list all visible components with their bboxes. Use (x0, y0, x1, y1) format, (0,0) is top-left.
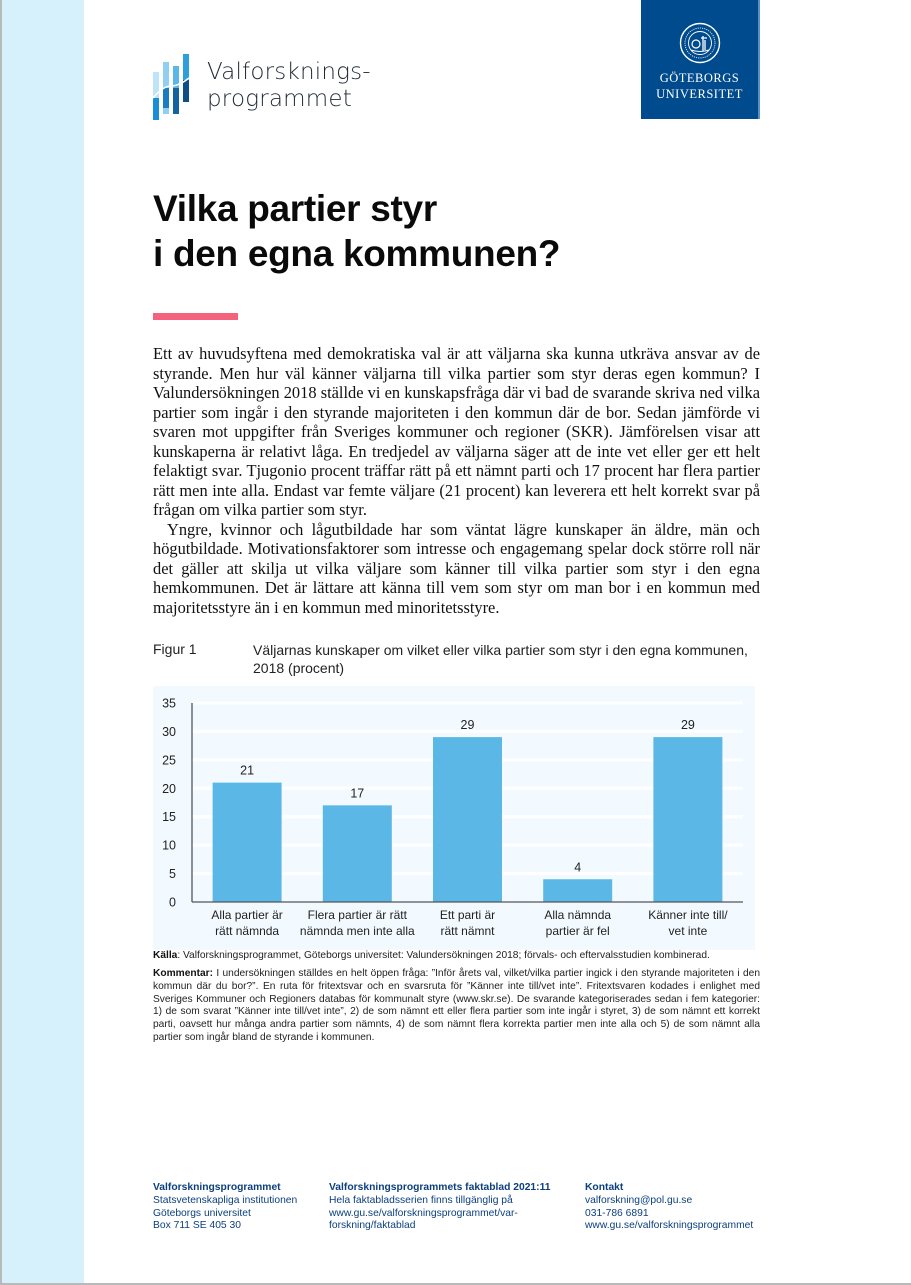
y-tick-label: 10 (162, 838, 176, 853)
bar-chart (153, 686, 755, 950)
figure-title: Väljarnas kunskaper om vilket eller vilka partier som styr i den egna kommunen, 2018 (procent) (253, 642, 748, 676)
contact-website-link[interactable]: www.gu.se/valforskningsprogrammet (585, 1220, 754, 1232)
bar (433, 737, 502, 902)
bar (543, 879, 612, 902)
source-text: : Valforskningsprogrammet, Göteborgs universitet: Valundersökningen 2018; förvals- och eftervalsstudien kombinerad. (177, 950, 710, 961)
x-category-label: partier är fel (545, 924, 610, 938)
title-line-2: i den egna kommunen? (153, 233, 561, 274)
bar-data-label: 21 (240, 763, 255, 778)
footer-factsheet-link[interactable]: forskning/faktablad (329, 1220, 416, 1232)
bar-data-label: 4 (574, 860, 582, 875)
body-paragraph-2: Yngre, kvinnor och lågutbildade har som väntat lägre kunskaper än äldre, män och högutbildade. Motivationsfaktorer som intresse och engagemang spelar dock större roll när det gäller att skilja ut vilka väljare som känner till vilka partier som styr i den egna hemkommunen. Det är lättare att känna till vem som styr om man bor i en kommun med majoritetsstyre än i en kommun med minoritetsstyre. (153, 519, 760, 617)
title-accent-bar (153, 313, 238, 320)
y-tick-label: 30 (162, 724, 176, 739)
x-category-label: Ett parti är (439, 908, 496, 922)
x-category-label: rätt nämnt (440, 924, 495, 938)
y-tick-label: 20 (162, 781, 176, 796)
footer-factsheet-heading: Valforskningsprogrammets faktablad 2021:11 (329, 1182, 551, 1193)
side-stripe (0, 0, 84, 1285)
university-logo (641, 0, 760, 119)
university-seal-icon (679, 22, 721, 64)
y-tick-label: 0 (169, 895, 176, 910)
bar-data-label: 29 (680, 718, 695, 733)
footer-program-line: Göteborgs universitet (153, 1207, 251, 1219)
logo-line-2: programmet (207, 86, 352, 112)
footer-factsheet-info (329, 1182, 550, 1233)
university-name-line-1: GÖTEBORGS (659, 71, 740, 85)
bar-chart-logo-icon (153, 52, 189, 120)
comment-label: Kommentar: (153, 968, 214, 979)
x-category-label: nämnda men inte alla (299, 924, 415, 938)
title-line-1: Vilka partier styr (153, 188, 437, 229)
chart-canvas (153, 686, 755, 950)
valforskningsprogrammet-logo (153, 52, 371, 120)
y-tick-label: 5 (169, 867, 176, 882)
bar (323, 805, 392, 902)
x-category-label: vet inte (668, 924, 708, 938)
source-note (153, 949, 760, 962)
footer-program-line: Box 711 SE 405 30 (153, 1220, 241, 1232)
contact-email-link[interactable]: valforskning@pol.gu.se (585, 1194, 693, 1206)
bar (213, 783, 282, 902)
footer-factsheet-line: Hela faktabladsserien finns tillgänglig på (329, 1194, 513, 1206)
footer-program-heading: Valforskningsprogrammet (153, 1182, 281, 1193)
x-category-label: Flera partier är rätt (307, 908, 407, 922)
bar-data-label: 29 (460, 718, 475, 733)
footer-factsheet-link[interactable]: www.gu.se/valforskningsprogrammet/var- (329, 1207, 518, 1219)
body-text (153, 344, 760, 617)
footer-program-line: Statsvetenskapliga institutionen (153, 1194, 298, 1206)
comment-note (153, 968, 760, 1045)
bar-data-label: 17 (350, 786, 365, 801)
contact-phone: 031-786 6891 (585, 1207, 649, 1219)
y-tick-label: 25 (162, 753, 176, 768)
source-label: Källa (153, 950, 178, 961)
comment-text: I undersökningen ställdes en helt öppen fråga: ”Inför årets val, vilket/vilka partier ingick i den styrande majoriteten i den kommun där du bor?”. En ruta för fritextsvar och en svarsruta för ”Känner inte till/vet inte”. Fritextsvaren kodades i enlighet med Sveriges Kommuner och Regioners databas för kommunalt styre (www.skr.se). De svarande kategoriserades sedan i fem kategorier: 1) de som svarat ”Känner inte till/vet inte”, 2) de som nämnt ett eller flera partier som inte ingår i styret, 3) de som nämnt ett korrekt parti, oavsett hur många andra partier som nämnts, 4) de som nämnt flera korrekta partier men inte alla och 5) de som nämnt alla partier som ingår bland de styrande i kommunen. (153, 968, 760, 1043)
logo-line-1: Valforsknings- (207, 59, 371, 85)
footer-program-info (153, 1182, 297, 1233)
university-name-line-2: UNIVERSITET (656, 87, 743, 101)
bar (653, 737, 722, 902)
page-title (153, 186, 560, 276)
x-category-label: Alla nämnda (544, 908, 612, 922)
footer-contact-heading: Kontakt (585, 1182, 624, 1193)
footer-contact-info (585, 1182, 753, 1233)
x-category-label: rätt nämnda (215, 924, 280, 938)
y-tick-label: 15 (162, 810, 176, 825)
x-category-label: Alla partier är (211, 908, 283, 922)
figure-label: Figur 1 (153, 641, 197, 657)
y-tick-label: 35 (162, 696, 176, 711)
body-paragraph-1: Ett av huvudsyftena med demokratiska val är att väljarna ska kunna utkräva ansvar av de styrande. Men hur väl känner väljarna till vilka partier som styr deras egen kommun? I Valundersökningen 2018 ställde vi en kunskapsfråga där vi bad de svarande skriva ned vilka partier som ingår i den styrande majoriteten i den kommun där de bor. Sedan jämförde vi svaren mot uppgifter från Sveriges kommuner och regioner (SKR). Jämförelsen visar att kunskaperna är relativt låga. En tredjedel av väljarna säger att de inte vet eller ger ett helt felaktigt svar. Tjugonio procent träffar rätt på ett nämnt parti och 17 procent har flera partier rätt men inte alla. Endast var femte väljare (21 procent) kan leverera ett helt korrekt svar på frågan om vilka partier som styr. (153, 344, 760, 519)
x-category-label: Känner inte till/ (648, 908, 728, 922)
